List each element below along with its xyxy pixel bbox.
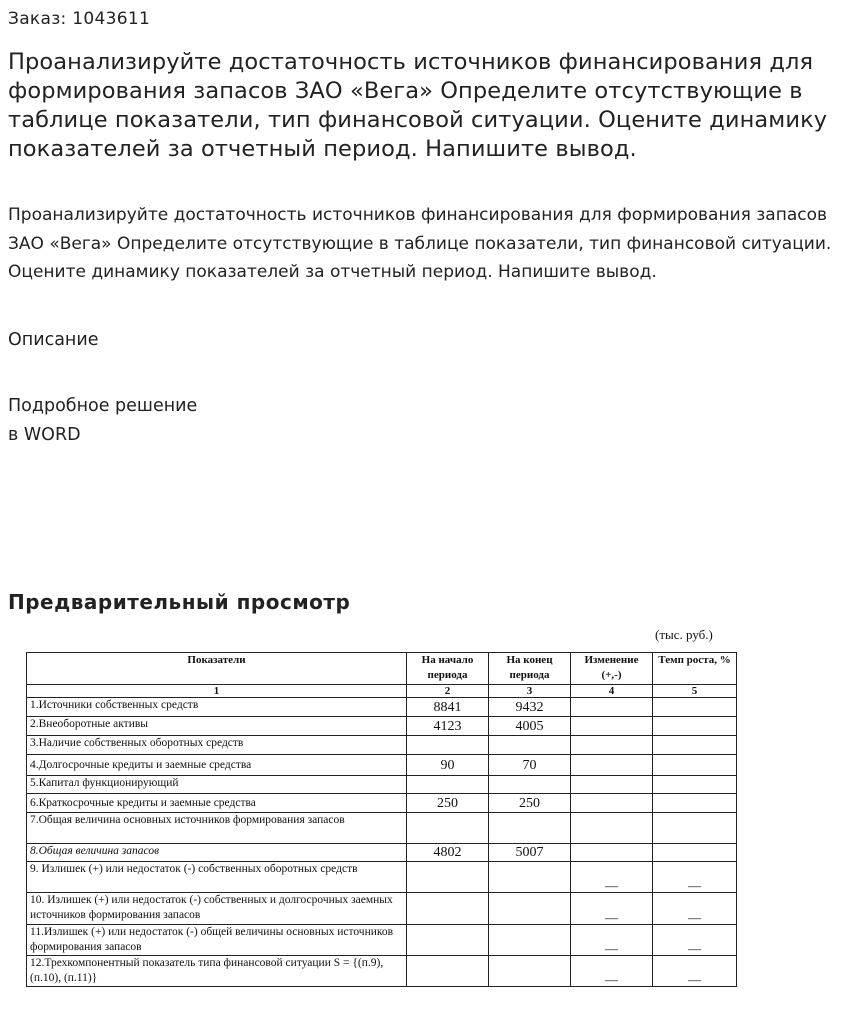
header-start: На начало периода bbox=[407, 653, 489, 685]
solution-line-2: в WORD bbox=[8, 425, 81, 445]
row-growth: — bbox=[653, 925, 737, 956]
table-row bbox=[27, 755, 737, 776]
row-end bbox=[489, 813, 571, 844]
task-description: Проанализируйте достаточность источников финансирования для формирования запасов ЗАО «Вега» Определите отсутствующие в таблице показатели, тип финансовой ситуации. Оцените динамику показателей за отчетный период. Напишите вывод. bbox=[8, 205, 832, 282]
row-growth: — bbox=[653, 893, 737, 925]
row-label: 11.Излишек (+) или недостаток (-) общей величины основных источников формирования запасов bbox=[27, 925, 407, 956]
table-row bbox=[27, 862, 737, 893]
header-end: На конец периода bbox=[489, 653, 571, 685]
row-end bbox=[489, 736, 571, 755]
row-end: 250 bbox=[489, 794, 571, 813]
row-change: — bbox=[571, 893, 653, 925]
row-end: 5007 bbox=[489, 844, 571, 862]
header-growth: Темп роста, % bbox=[653, 653, 737, 685]
row-end bbox=[489, 862, 571, 893]
row-label: 7.Общая величина основных источников формирования запасов bbox=[27, 813, 407, 844]
row-change bbox=[571, 717, 653, 736]
row-change: — bbox=[571, 862, 653, 893]
row-label: 9. Излишек (+) или недостаток (-) собственных оборотных средств bbox=[27, 862, 407, 893]
row-growth bbox=[653, 755, 737, 776]
row-end bbox=[489, 956, 571, 987]
row-label: 2.Внеоборотные активы bbox=[27, 717, 407, 736]
row-growth bbox=[653, 736, 737, 755]
row-label: 3.Наличие собственных оборотных средств bbox=[27, 736, 407, 755]
table-units: (тыс. руб.) bbox=[655, 627, 713, 642]
table-row bbox=[27, 925, 737, 956]
row-start: 4123 bbox=[407, 717, 489, 736]
row-change: — bbox=[571, 925, 653, 956]
row-change: — bbox=[571, 956, 653, 987]
row-label: 4.Долгосрочные кредиты и заемные средства bbox=[27, 755, 407, 776]
row-change bbox=[571, 698, 653, 717]
table-row bbox=[27, 717, 737, 736]
row-growth bbox=[653, 794, 737, 813]
col-number: 1 bbox=[27, 685, 407, 698]
row-label: 12.Трехкомпонентный показатель типа финансовой ситуации S = {(п.9), (п.10), (п.11)} bbox=[27, 956, 407, 987]
row-start bbox=[407, 813, 489, 844]
row-change bbox=[571, 755, 653, 776]
table-row bbox=[27, 736, 737, 755]
row-start bbox=[407, 736, 489, 755]
row-change bbox=[571, 844, 653, 862]
header-change: Изменение (+,-) bbox=[571, 653, 653, 685]
description-label: Описание bbox=[8, 330, 99, 350]
row-start bbox=[407, 893, 489, 925]
table-row bbox=[27, 776, 737, 794]
row-label: 10. Излишек (+) или недостаток (-) собственных и долгосрочных заемных источников формирования запасов bbox=[27, 893, 407, 925]
solution-info bbox=[8, 392, 197, 450]
row-growth: — bbox=[653, 956, 737, 987]
table-row bbox=[27, 794, 737, 813]
row-label: 8.Общая величина запасов bbox=[27, 844, 407, 862]
row-end bbox=[489, 776, 571, 794]
row-start: 250 bbox=[407, 794, 489, 813]
col-number: 2 bbox=[407, 685, 489, 698]
col-number: 5 bbox=[653, 685, 737, 698]
row-start: 90 bbox=[407, 755, 489, 776]
row-label: 6.Краткосрочные кредиты и заемные средства bbox=[27, 794, 407, 813]
table-row bbox=[27, 956, 737, 987]
row-change bbox=[571, 813, 653, 844]
row-change bbox=[571, 736, 653, 755]
order-number: Заказ: 1043611 bbox=[8, 9, 151, 29]
row-change bbox=[571, 794, 653, 813]
row-start bbox=[407, 925, 489, 956]
row-start: 4802 bbox=[407, 844, 489, 862]
table-row bbox=[27, 844, 737, 862]
row-end bbox=[489, 925, 571, 956]
page-title: Проанализируйте достаточность источников финансирования для формирования запасов ЗАО «Вега» Определите отсутствующие в таблице показатели, тип финансовой ситуации. Оцените динамику показателей за отчетный период. Напишите вывод. bbox=[8, 49, 828, 162]
row-end: 9432 bbox=[489, 698, 571, 717]
col-number: 3 bbox=[489, 685, 571, 698]
row-start bbox=[407, 956, 489, 987]
row-label: 1.Источники собственных средств bbox=[27, 698, 407, 717]
table-row bbox=[27, 813, 737, 844]
row-end: 70 bbox=[489, 755, 571, 776]
row-end bbox=[489, 893, 571, 925]
row-growth bbox=[653, 813, 737, 844]
preview-title: Предварительный просмотр bbox=[8, 590, 351, 614]
table-row bbox=[27, 698, 737, 717]
row-growth bbox=[653, 717, 737, 736]
row-growth bbox=[653, 776, 737, 794]
preview-table bbox=[26, 652, 737, 987]
row-start bbox=[407, 776, 489, 794]
row-growth: — bbox=[653, 862, 737, 893]
row-growth bbox=[653, 698, 737, 717]
row-end: 4005 bbox=[489, 717, 571, 736]
row-growth bbox=[653, 844, 737, 862]
row-change bbox=[571, 776, 653, 794]
table-row bbox=[27, 893, 737, 925]
col-number: 4 bbox=[571, 685, 653, 698]
solution-line-1: Подробное решение bbox=[8, 396, 198, 416]
header-indicators: Показатели bbox=[27, 653, 407, 685]
row-start: 8841 bbox=[407, 698, 489, 717]
row-start bbox=[407, 862, 489, 893]
row-label: 5.Капитал функционирующий bbox=[27, 776, 407, 794]
